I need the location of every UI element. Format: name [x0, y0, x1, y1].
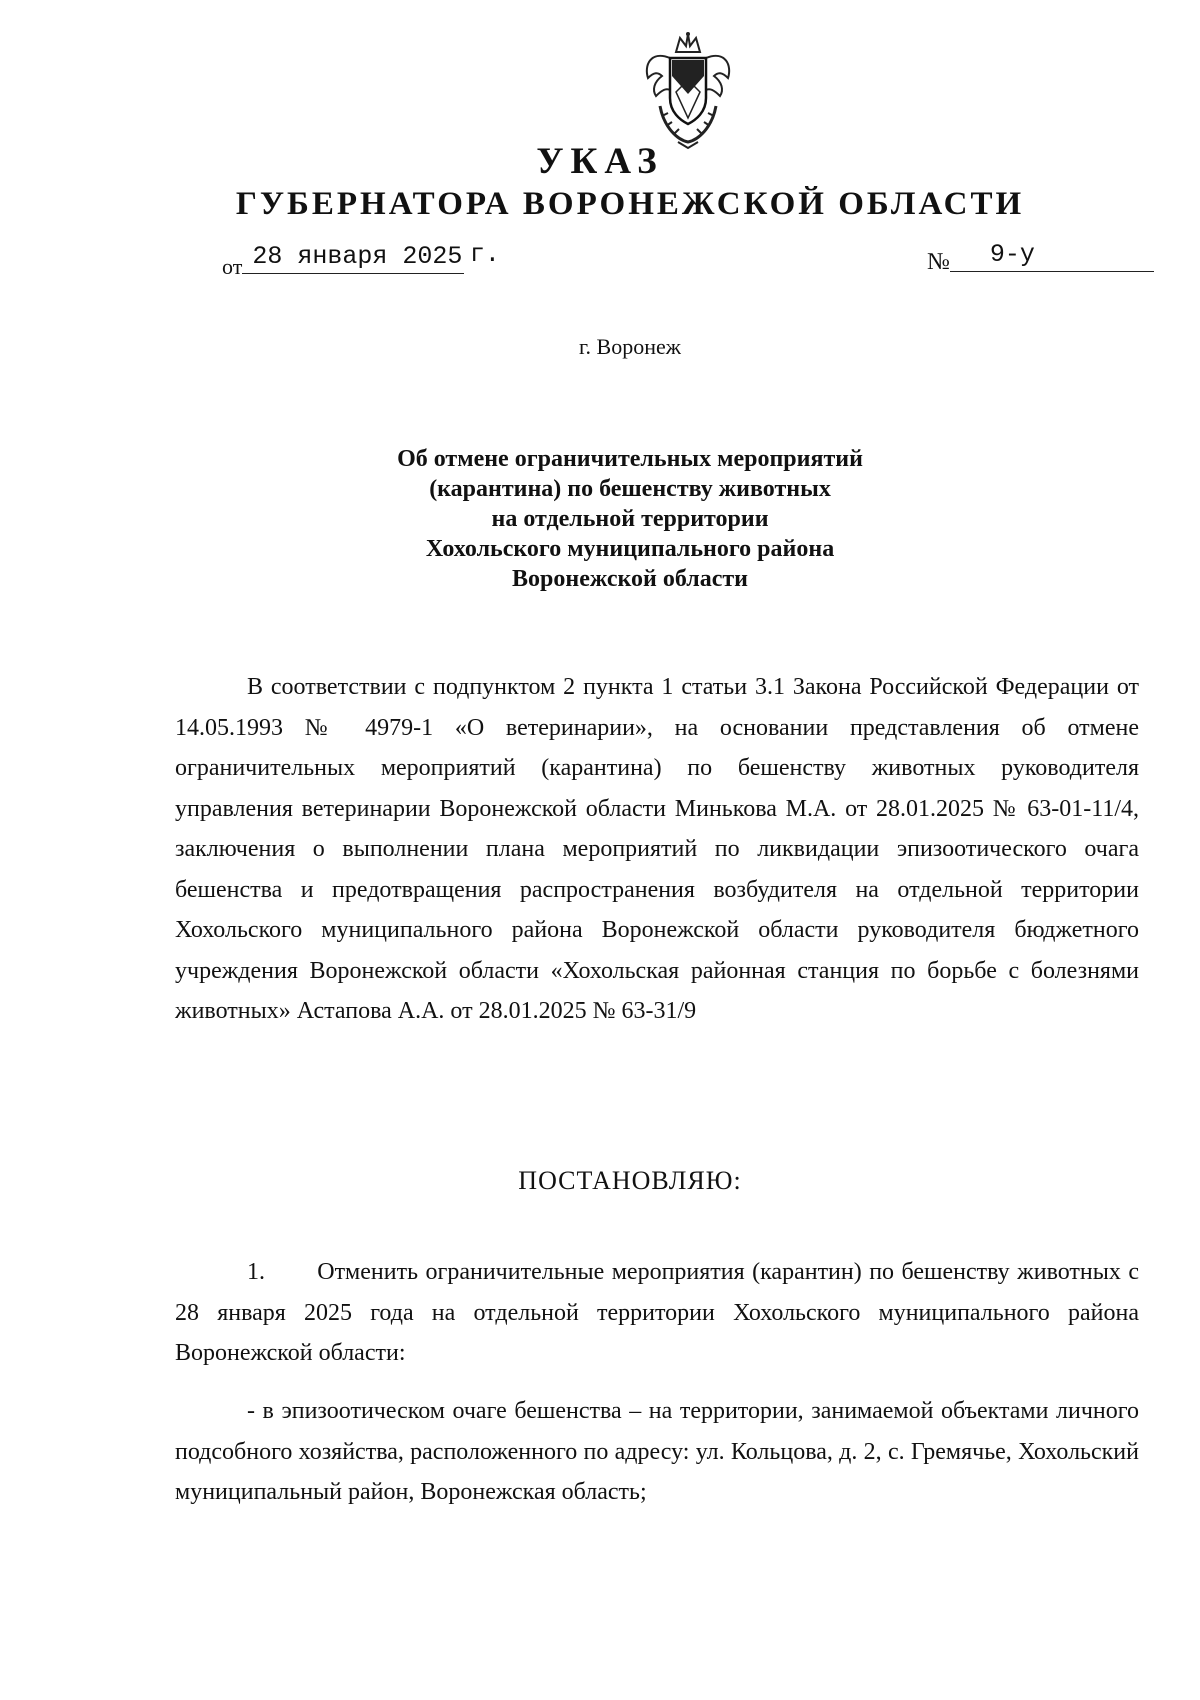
number-field [927, 240, 1154, 280]
issuing-authority: ГУБЕРНАТОРА ВОРОНЕЖСКОЙ ОБЛАСТИ [235, 186, 1025, 222]
city: г. Воронеж [579, 334, 681, 359]
date-prefix: от [222, 254, 243, 279]
coat-of-arms-emblem [640, 32, 736, 150]
document-type: УКАЗ [536, 141, 664, 182]
title-line: на отдельной территории [491, 506, 769, 532]
title-line: Об отмене ограничительных мероприятий [397, 446, 863, 472]
date-field [222, 240, 500, 280]
preamble-paragraph: В соответствии с подпунктом 2 пункта 1 статьи 3.1 Закона Российской Федерации от 14.05.1993 № 4979-1 «О ветеринарии», на основании представления об отмене ограничительных мероприятий (карантина) по бешенству животных руководителя управления ветеринарии Воронежской области Минькова М.А. от 28.01.2025 № 63-01-11/4, заключения о выполнении плана мероприятий по ликвидации эпизоотического очага бешенства и предотвращения распространения возбудителя на отдельной территории Хохольского муниципального района Воронежской области руководителя бюджетного учреждения Воронежской области «Хохольская районная станция по борьбе с болезнями животных» Астапова А.А. от 28.01.2025 № 63-31/9 [175, 674, 1139, 1024]
title-line: (карантина) по бешенству животных [429, 476, 831, 502]
number-value: 9-у [950, 240, 1154, 272]
item-1-bullet: - в эпизоотическом очаге бешенства – на территории, занимаемой объектами личного подсобного хозяйства, расположенного по адресу: ул. Кольцова, д. 2, с. Гремячье, Хохольский муниципальный район, Воронежская область; [175, 1398, 1139, 1505]
decree-word: ПОСТАНОВЛЯЮ: [518, 1166, 742, 1195]
number-sign: № [927, 249, 950, 275]
title-line: Воронежской области [512, 566, 748, 592]
document-title [0, 444, 1200, 594]
item-1-paragraph: 1. Отменить ограничительные мероприятия (карантин) по бешенству животных с 28 января 2025 года на отдельной территории Хохольского муниципального района Воронежской области: [175, 1259, 1145, 1366]
title-line: Хохольского муниципального района [425, 536, 835, 562]
date-value: 28 января 2025 [242, 242, 464, 274]
date-suffix: г. [469, 240, 500, 269]
